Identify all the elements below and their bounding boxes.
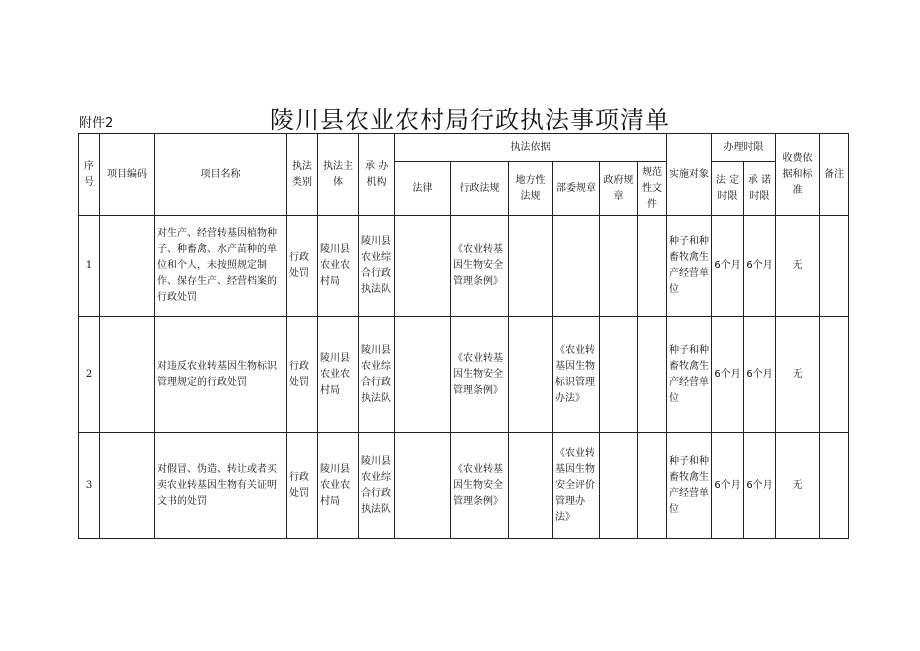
cell-legal-limit: 6个月 — [712, 433, 744, 539]
header-basis-ministry-rule: 部委规章 — [553, 162, 600, 216]
header-subject: 执法主体 — [318, 134, 359, 216]
header-target: 实施对象 — [667, 134, 712, 216]
cell-local-reg — [509, 216, 553, 317]
cell-legal-limit: 6个月 — [712, 317, 744, 433]
cell-law — [395, 216, 451, 317]
header-remark: 备注 — [820, 134, 849, 216]
cell-gov-rule — [600, 216, 638, 317]
cell-name: 对违反农业转基因生物标识管理规定的行政处罚 — [155, 317, 287, 433]
header-basis-law: 法律 — [395, 162, 451, 216]
enforcement-items-table — [78, 133, 849, 539]
cell-normative — [638, 317, 667, 433]
cell-remark — [820, 433, 849, 539]
cell-fee: 无 — [776, 216, 820, 317]
header-fee: 收费依据和标准 — [776, 134, 820, 216]
header-code: 项目编码 — [100, 134, 155, 216]
cell-seq: 2 — [79, 317, 100, 433]
cell-admin-reg: 《农业转基因生物安全管理条例》 — [451, 433, 509, 539]
cell-category: 行政处罚 — [287, 216, 318, 317]
cell-remark — [820, 317, 849, 433]
cell-ministry-rule: 《农业转基因生物标识管理办法》 — [553, 317, 600, 433]
header-basis-gov-rule: 政府规章 — [600, 162, 638, 216]
cell-name: 对生产、经营转基因植物种子、种畜禽、水产苗种的单位和个人，未按照规定制作、保存生产、经营档案的行政处罚 — [155, 216, 287, 317]
cell-ministry-rule: 《农业转基因生物安全评价管理办法》 — [553, 433, 600, 539]
cell-local-reg — [509, 317, 553, 433]
cell-subject: 陵川县农业农村局 — [318, 317, 359, 433]
cell-admin-reg: 《农业转基因生物安全管理条例》 — [451, 216, 509, 317]
table-row — [79, 216, 849, 317]
cell-subject: 陵川县农业农村局 — [318, 433, 359, 539]
cell-law — [395, 317, 451, 433]
cell-normative — [638, 216, 667, 317]
header-basis-normative: 规范性文件 — [638, 162, 667, 216]
cell-target: 种子和种畜牧禽生产经营单位 — [667, 216, 712, 317]
cell-code — [100, 216, 155, 317]
header-promise-limit: 承 诺时限 — [744, 162, 776, 216]
table-row — [79, 317, 849, 433]
header-agency: 承 办机构 — [359, 134, 395, 216]
cell-fee: 无 — [776, 317, 820, 433]
cell-agency: 陵川县农业综合行政执法队 — [359, 216, 395, 317]
cell-code — [100, 433, 155, 539]
attachment-label: 附件2 — [79, 116, 114, 131]
header-basis: 执法依据 — [395, 134, 667, 162]
cell-fee: 无 — [776, 433, 820, 539]
cell-promise-limit: 6个月 — [744, 216, 776, 317]
cell-target: 种子和种畜牧禽生产经营单位 — [667, 317, 712, 433]
cell-normative — [638, 433, 667, 539]
cell-target: 种子和种畜牧禽生产经营单位 — [667, 433, 712, 539]
cell-law — [395, 433, 451, 539]
cell-promise-limit: 6个月 — [744, 433, 776, 539]
cell-name: 对假冒、伪造、转让或者买卖农业转基因生物有关证明文书的处罚 — [155, 433, 287, 539]
cell-code — [100, 317, 155, 433]
cell-agency: 陵川县农业综合行政执法队 — [359, 433, 395, 539]
cell-category: 行政处罚 — [287, 433, 318, 539]
header-basis-admin-reg: 行政法规 — [451, 162, 509, 216]
header-category: 执法类别 — [287, 134, 318, 216]
cell-subject: 陵川县农业农村局 — [318, 216, 359, 317]
cell-admin-reg: 《农业转基因生物安全管理条例》 — [451, 317, 509, 433]
cell-legal-limit: 6个月 — [712, 216, 744, 317]
cell-remark — [820, 216, 849, 317]
cell-category: 行政处罚 — [287, 317, 318, 433]
header-seq: 序号 — [79, 134, 100, 216]
cell-gov-rule — [600, 433, 638, 539]
cell-seq: 3 — [79, 433, 100, 539]
cell-seq: 1 — [79, 216, 100, 317]
cell-ministry-rule — [553, 216, 600, 317]
table-row — [79, 433, 849, 539]
cell-promise-limit: 6个月 — [744, 317, 776, 433]
cell-local-reg — [509, 433, 553, 539]
cell-agency: 陵川县农业综合行政执法队 — [359, 317, 395, 433]
header-legal-limit: 法 定时限 — [712, 162, 744, 216]
header-name: 项目名称 — [155, 134, 287, 216]
cell-gov-rule — [600, 317, 638, 433]
header-row-1 — [79, 134, 849, 162]
document-title: 陵川县农业农村局行政执法事项清单 — [270, 106, 670, 134]
header-basis-local-reg: 地方性法规 — [509, 162, 553, 216]
header-time-limit: 办理时限 — [712, 134, 776, 162]
